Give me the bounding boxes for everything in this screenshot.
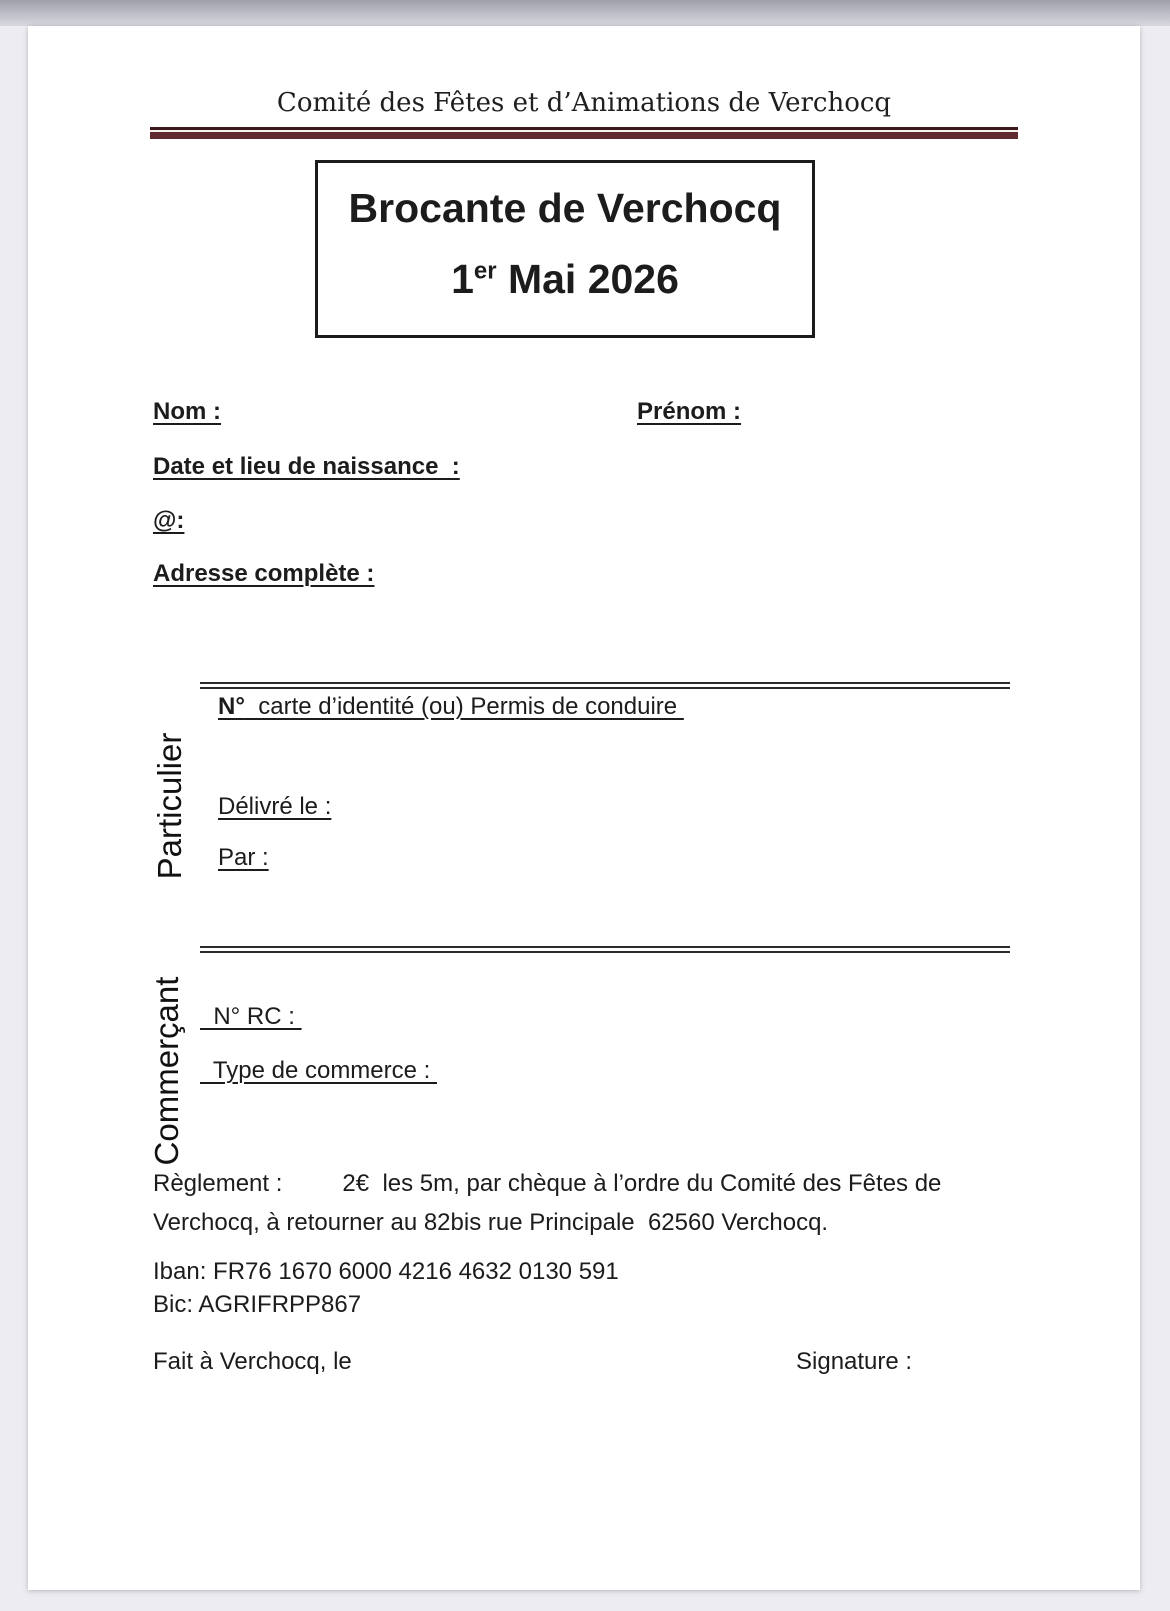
section-divider-bottom	[200, 946, 1010, 953]
event-date-number: 1	[451, 256, 474, 302]
type-commerce-line: Type de commerce :	[200, 1057, 437, 1084]
delivre-line: Délivré le :	[218, 793, 332, 820]
event-date-suffix: er	[473, 257, 497, 285]
fait-line: Fait à Verchocq, le	[153, 1348, 352, 1375]
header-rule	[150, 127, 1018, 139]
reglement-paragraph	[153, 1164, 1073, 1242]
event-title: Brocante de Verchocq	[348, 185, 782, 231]
particulier-section-label: Particulier	[151, 732, 188, 880]
iban-line: Iban: FR76 1670 6000 4216 4632 0130 591	[153, 1258, 619, 1285]
signature-line: Signature :	[796, 1348, 913, 1375]
bic-line: Bic: AGRIFRPP867	[153, 1291, 362, 1318]
document-page	[28, 26, 1140, 1590]
reglement-line2: Verchocq, à retourner au 82bis rue Principale 62560 Verchocq.	[153, 1209, 829, 1236]
header-rule-bar	[150, 132, 1018, 139]
scan-top-shadow	[0, 0, 1170, 26]
event-date-rest: Mai 2026	[496, 256, 679, 302]
field-prenom-label: Prénom :	[637, 398, 742, 425]
bank-details	[153, 1255, 619, 1321]
id-number-line	[218, 693, 684, 721]
field-adresse-label: Adresse complète :	[153, 560, 375, 587]
field-naissance-label: Date et lieu de naissance :	[153, 453, 460, 480]
reglement-line1: Règlement : 2€ les 5m, par chèque à l’ordre du Comité des Fêtes de	[153, 1170, 942, 1197]
event-date	[318, 256, 812, 303]
field-nom-label: Nom :	[153, 398, 221, 425]
rc-line: N° RC :	[200, 1003, 302, 1030]
id-number-prefix: N°	[218, 693, 245, 720]
field-email-label: @:	[153, 507, 185, 534]
id-number-rest: carte d’identité (ou) Permis de conduire	[244, 693, 684, 720]
commercant-section-label: Commerçant	[148, 976, 185, 1166]
par-line: Par :	[218, 844, 269, 871]
section-divider-top	[200, 682, 1010, 689]
event-box	[315, 160, 815, 338]
association-title: Comité des Fêtes et d’Animations de Verchocq	[276, 88, 892, 118]
